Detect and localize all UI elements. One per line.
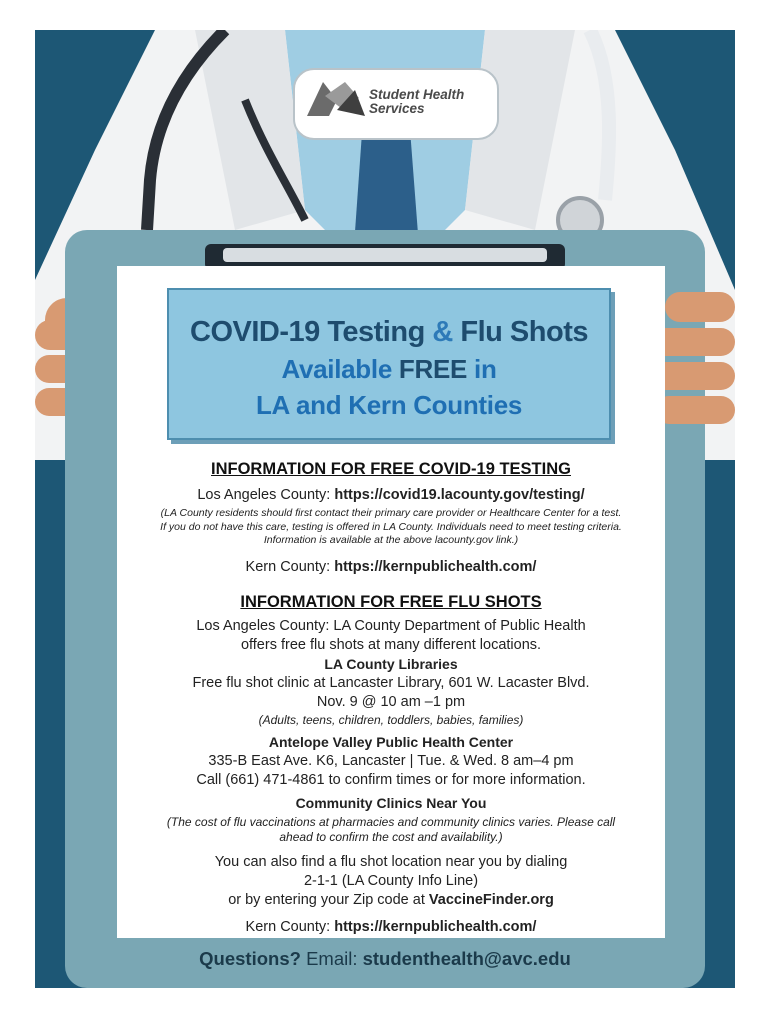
covid-kern-link[interactable]: https://kernpublichealth.com/ bbox=[334, 558, 537, 575]
covid-heading: INFORMATION FOR FREE COVID-19 TESTING bbox=[211, 460, 571, 478]
title-available: Available bbox=[281, 354, 392, 384]
flu-find-line-1: You can also find a flu shot location near you by dialing bbox=[214, 854, 568, 870]
title-box bbox=[167, 288, 611, 440]
student-health-logo bbox=[293, 68, 499, 140]
flu-libraries-line-1: Free flu shot clinic at Lancaster Library, 601 W. Lacaster Blvd. bbox=[192, 674, 590, 691]
flu-la-line-1: Los Angeles County: LA County Department of Public Health bbox=[196, 617, 586, 634]
flu-kern-line bbox=[117, 918, 665, 937]
flu-av-line-2: Call (661) 471-4861 to confirm times or for more information. bbox=[196, 772, 586, 788]
flu-libraries-line-2: Nov. 9 @ 10 am –1 pm bbox=[316, 693, 466, 710]
covid-kern-label: Kern County: bbox=[245, 558, 331, 575]
flu-av-title: Antelope Valley Public Health Center bbox=[268, 734, 514, 750]
flu-cc-note: (The cost of flu vaccinations at pharmacies and community clinics varies. Please call ahead to confirm the cost and availability.) bbox=[166, 815, 616, 844]
email-link[interactable]: studenthealth@avc.edu bbox=[362, 948, 571, 969]
info-content bbox=[117, 458, 665, 937]
covid-la-link[interactable]: https://covid19.lacounty.gov/testing/ bbox=[334, 487, 585, 503]
logo-line-1: Student Health bbox=[369, 87, 465, 102]
covid-la-line bbox=[117, 486, 665, 505]
title-flu: Flu Shots bbox=[460, 316, 588, 348]
right-finger-1 bbox=[665, 292, 735, 322]
questions-footer bbox=[35, 948, 735, 970]
title-line-1 bbox=[169, 316, 609, 349]
vaccinefinder-link[interactable]: VaccineFinder.org bbox=[428, 892, 554, 908]
title-covid: COVID-19 Testing bbox=[190, 316, 425, 348]
title-in: in bbox=[474, 354, 497, 384]
title-amp: & bbox=[432, 316, 453, 348]
flu-av-line-1: 335-B East Ave. K6, Lancaster | Tue. & Wed. 8 am–4 pm bbox=[208, 753, 574, 769]
flu-find-text: or by entering your Zip code at bbox=[228, 892, 425, 908]
logo-line-2: Services bbox=[369, 101, 425, 116]
flu-kern-link[interactable]: https://kernpublichealth.com/ bbox=[334, 919, 537, 935]
covid-kern-line bbox=[117, 558, 665, 577]
flu-heading: INFORMATION FOR FREE FLU SHOTS bbox=[240, 592, 542, 611]
clipboard-clip-plate bbox=[223, 248, 547, 262]
flu-libraries-note: (Adults, teens, children, toddlers, babies, families) bbox=[258, 712, 524, 727]
covid-la-label: Los Angeles County: bbox=[197, 487, 331, 503]
flu-libraries-title: LA County Libraries bbox=[324, 655, 458, 672]
flu-la-line-2: offers free flu shots at many different locations. bbox=[240, 636, 542, 653]
flu-kern-label: Kern County: bbox=[245, 919, 331, 935]
flu-find-line-3 bbox=[117, 891, 665, 910]
flu-find-line-2: 2-1-1 (LA County Info Line) bbox=[303, 873, 479, 889]
email-label: Email: bbox=[306, 948, 358, 969]
covid-la-note: (LA County residents should first contact their primary care provider or Healthcare Center for a test. If you do not have this care, testing is offered in LA County. Individuals need to meet testing criteria. Information is available at the above lacounty.gov link.) bbox=[160, 507, 622, 546]
flu-cc-title: Community Clinics Near You bbox=[295, 795, 487, 811]
title-line-2 bbox=[169, 353, 609, 385]
flyer bbox=[35, 30, 735, 988]
title-free: FREE bbox=[398, 354, 468, 384]
questions-label: Questions? bbox=[199, 948, 301, 969]
right-finger-4 bbox=[655, 396, 735, 424]
clipboard-paper bbox=[117, 266, 665, 938]
title-line-3: LA and Kern Counties bbox=[255, 390, 523, 420]
